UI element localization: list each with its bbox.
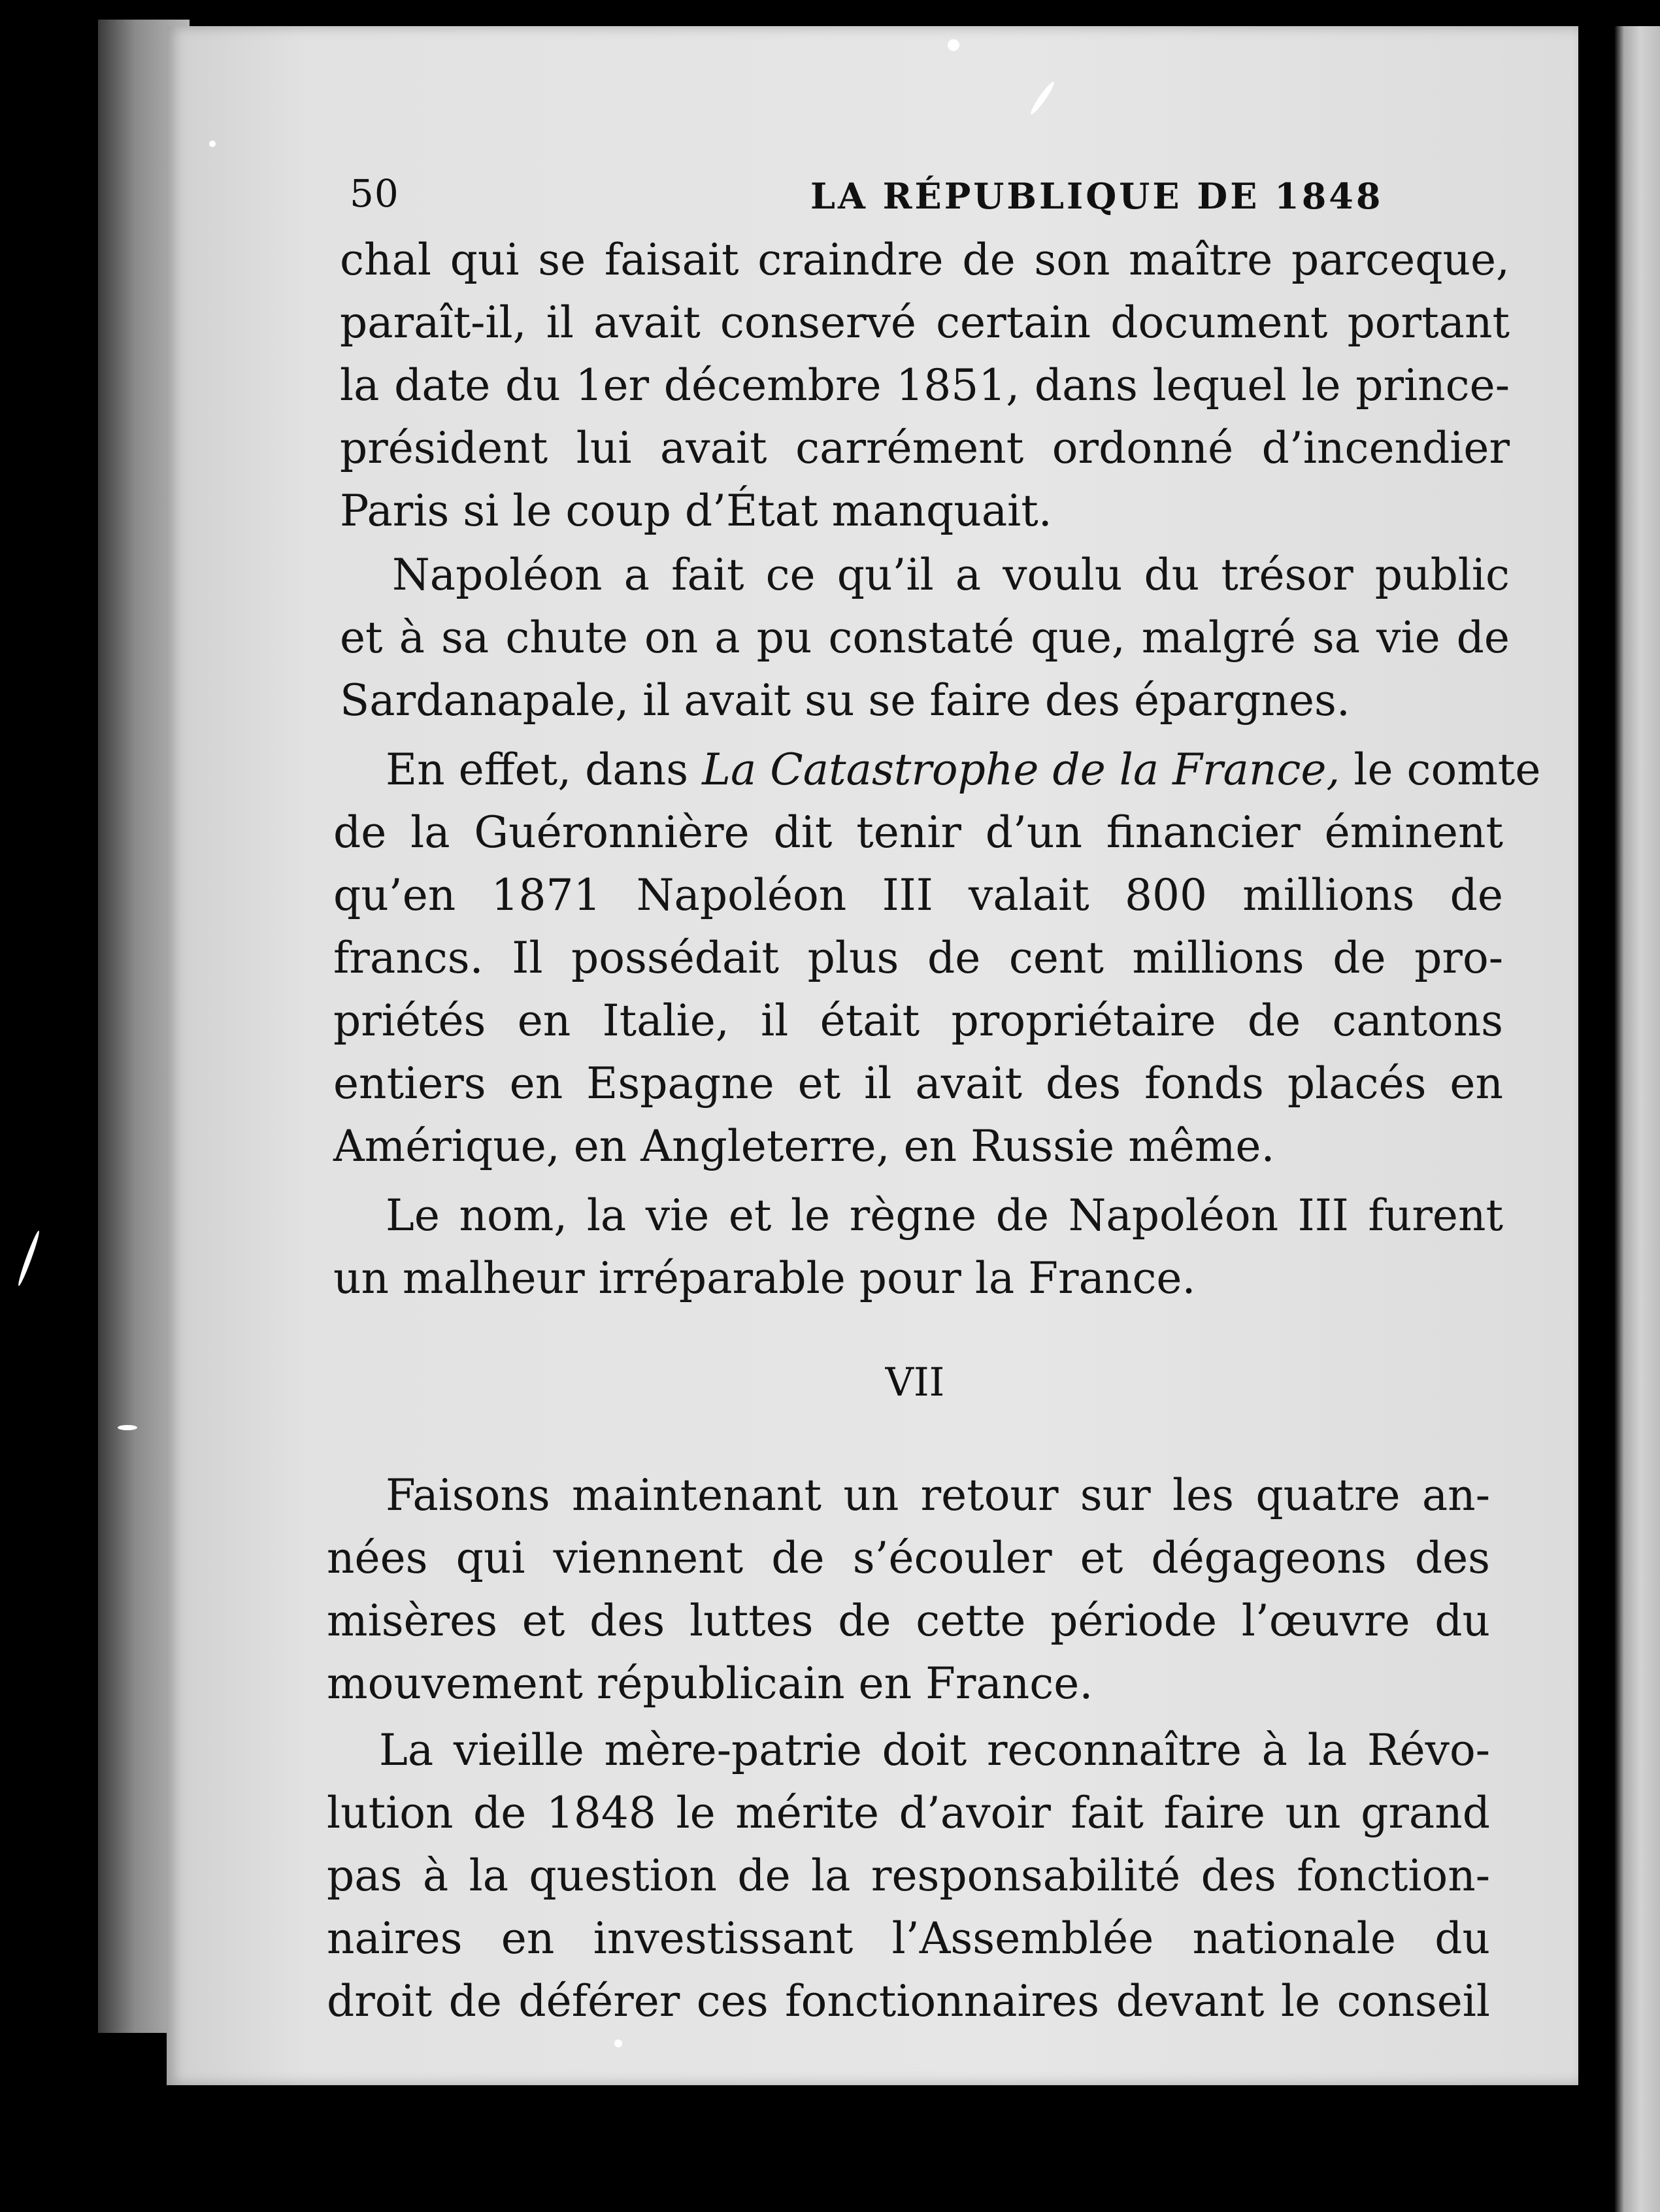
text-line: Napoléon a fait ce qu’il a voulu du trésor public bbox=[392, 550, 1510, 600]
paragraph bbox=[333, 739, 1541, 1178]
scan-speck bbox=[948, 39, 959, 51]
book-title: La Catastrophe de la France, bbox=[702, 745, 1340, 795]
text-line: paraît-il, il avait conservé certain document portant bbox=[340, 297, 1510, 348]
paragraph bbox=[340, 229, 1510, 543]
section-number: VII bbox=[885, 1360, 945, 1405]
text-line: En effet, dans La Catastrophe de la France, le comte bbox=[386, 745, 1541, 795]
text-line: Le nom, la vie et le règne de Napoléon III furent bbox=[386, 1190, 1503, 1241]
scan-speck bbox=[118, 1425, 137, 1430]
text-line: naires en investissant l’Assemblée nationale du bbox=[327, 1913, 1490, 1964]
text-line: la date du 1er décembre 1851, dans lequel le prince- bbox=[340, 360, 1510, 411]
text-line: mouvement républicain en France. bbox=[327, 1658, 1093, 1709]
running-head bbox=[167, 171, 1578, 230]
text-line: président lui avait carrément ordonné d’incendier bbox=[340, 423, 1510, 473]
text-line: La vieille mère-patrie doit reconnaître à la Révo- bbox=[379, 1725, 1490, 1775]
paragraph bbox=[340, 544, 1510, 732]
text-line: Faisons maintenant un retour sur les quatre an- bbox=[386, 1470, 1490, 1520]
text-line: misères et des luttes de cette période l’œuvre du bbox=[327, 1596, 1490, 1646]
page-number: 50 bbox=[350, 171, 399, 216]
text-line: droit de déférer ces fonctionnaires devant le conseil bbox=[327, 1976, 1490, 2026]
paragraph bbox=[327, 1464, 1490, 1715]
paragraph bbox=[333, 1184, 1503, 1310]
text-line: et à sa chute on a pu constaté que, malgré sa vie de bbox=[340, 612, 1510, 663]
running-title: LA RÉPUBLIQUE DE 1848 bbox=[810, 175, 1384, 217]
text-line: qu’en 1871 Napoléon III valait 800 millions de bbox=[333, 870, 1503, 920]
text-line: entiers en Espagne et il avait des fonds placés en bbox=[333, 1058, 1503, 1109]
text-line: de la Guéronnière dit tenir d’un financier éminent bbox=[333, 807, 1503, 858]
text-line: Amérique, en Angleterre, en Russie même. bbox=[333, 1121, 1275, 1171]
text-line: francs. Il possédait plus de cent millions de pro- bbox=[333, 933, 1503, 983]
text-line: Paris si le coup d’État manquait. bbox=[340, 486, 1052, 536]
text-line: priétés en Italie, il était propriétaire de cantons bbox=[333, 996, 1503, 1046]
text-line: Sardanapale, il avait su se faire des épargnes. bbox=[340, 675, 1350, 726]
scan-speck bbox=[16, 1230, 41, 1286]
facing-page-edge bbox=[1595, 26, 1660, 2212]
text-line: un malheur irréparable pour la France. bbox=[333, 1253, 1196, 1303]
text-line: lution de 1848 le mérite d’avoir fait faire un grand bbox=[327, 1788, 1490, 1838]
scan-speck bbox=[614, 2039, 622, 2047]
text-line: nées qui viennent de s’écouler et dégageons des bbox=[327, 1533, 1490, 1583]
text-line: chal qui se faisait craindre de son maître parceque, bbox=[340, 235, 1510, 285]
scan-speck bbox=[209, 141, 216, 147]
text-line: pas à la question de la responsabilité des fonction- bbox=[327, 1851, 1490, 1901]
paragraph bbox=[327, 1719, 1490, 2033]
